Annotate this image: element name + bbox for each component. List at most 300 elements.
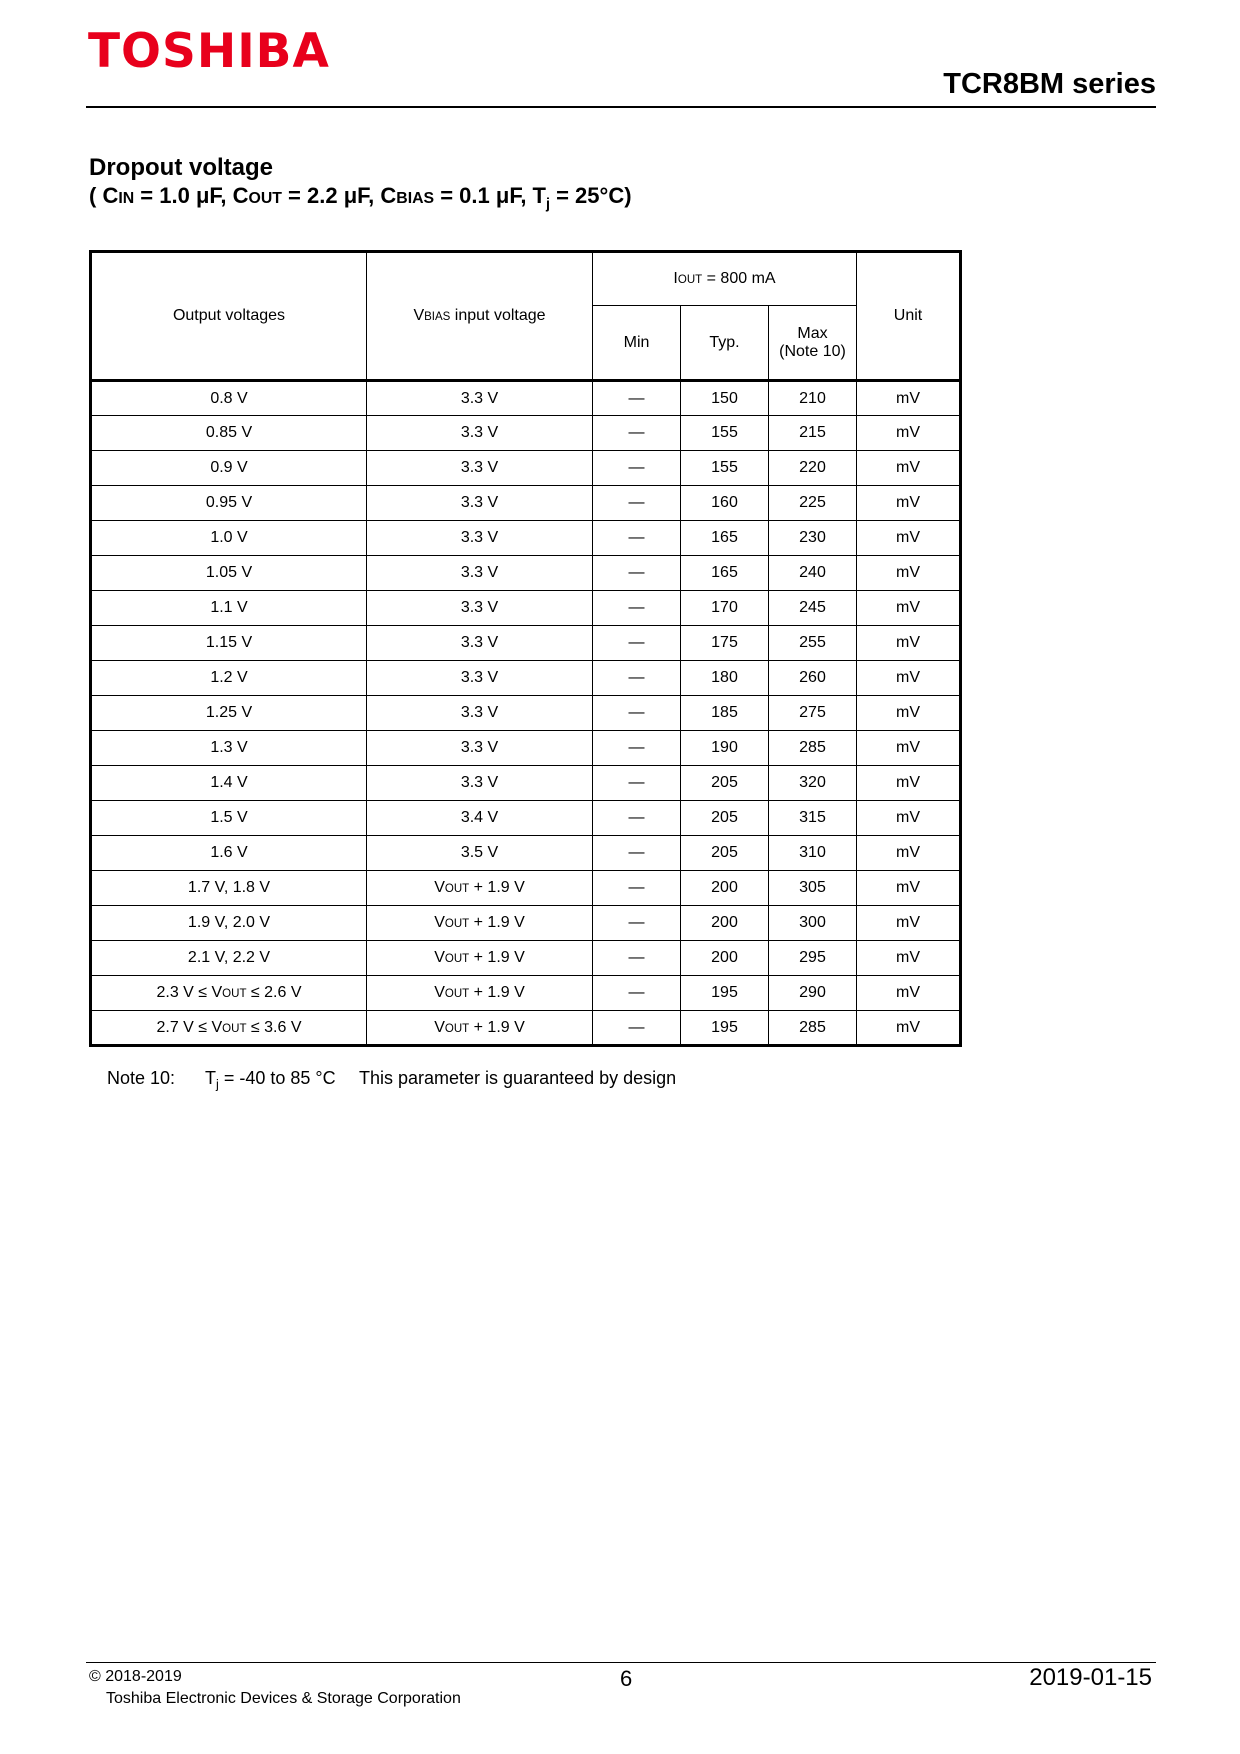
unit-text: mV — [896, 669, 920, 686]
output-voltage-sub: OUT — [222, 988, 247, 1000]
min-text: — — [628, 949, 645, 966]
cell-max — [769, 906, 857, 941]
output-voltage-text: 1.25 V — [205, 704, 253, 721]
vbias-text: 3.3 V — [460, 739, 499, 756]
cell-output-voltage — [91, 556, 367, 591]
header-output-voltages: Output voltages — [91, 252, 367, 381]
cell-vbias — [367, 731, 593, 766]
cell-output-voltage — [91, 521, 367, 556]
header-unit: Unit — [857, 252, 961, 381]
cell-output-voltage — [91, 731, 367, 766]
note-condition — [205, 1068, 359, 1092]
cell-min — [593, 626, 681, 661]
cond-cbias-val: = 0.1 μF, T — [434, 183, 546, 208]
cell-vbias — [367, 696, 593, 731]
vbias-rest: + 1.9 V — [469, 914, 525, 931]
max-text: 225 — [799, 494, 826, 511]
unit-text: mV — [896, 879, 920, 896]
vbias-sub: OUT — [444, 918, 470, 930]
max-text: 210 — [799, 389, 826, 407]
max-text: 305 — [799, 879, 826, 896]
typ-text: 170 — [711, 599, 738, 616]
cell-output-voltage — [91, 381, 367, 416]
cell-output-voltage — [91, 941, 367, 976]
header-vbias — [367, 252, 593, 381]
typ-text: 200 — [711, 914, 738, 931]
cell-output-voltage — [91, 486, 367, 521]
unit-text: mV — [896, 459, 920, 476]
min-text: — — [628, 669, 645, 686]
max-text: 285 — [799, 1018, 826, 1036]
unit-text: mV — [896, 739, 920, 756]
vbias-v: V — [434, 879, 445, 896]
cell-max — [769, 801, 857, 836]
table-row — [91, 906, 961, 941]
cell-vbias — [367, 1011, 593, 1046]
cell-unit — [857, 976, 961, 1011]
header-max — [769, 306, 857, 381]
cell-vbias — [367, 906, 593, 941]
max-text: 255 — [799, 634, 826, 651]
vbias-rest: + 1.9 V — [469, 1018, 525, 1036]
typ-text: 190 — [711, 739, 738, 756]
min-text: — — [628, 494, 645, 511]
typ-text: 150 — [711, 389, 738, 407]
max-text: 315 — [799, 809, 826, 826]
table-row — [91, 801, 961, 836]
output-voltage-text: 1.4 V — [210, 774, 248, 791]
header-typ: Typ. — [681, 306, 769, 381]
cell-typ — [681, 661, 769, 696]
min-text: — — [628, 809, 645, 826]
table-row — [91, 381, 961, 416]
vbias-text: 3.3 V — [460, 774, 499, 791]
cell-typ — [681, 766, 769, 801]
typ-text: 195 — [711, 1018, 738, 1036]
cell-min — [593, 836, 681, 871]
typ-text: 175 — [711, 634, 738, 651]
vbias-text: 3.3 V — [460, 564, 499, 581]
min-text: — — [628, 599, 645, 616]
max-text: 260 — [799, 669, 826, 686]
cell-output-voltage — [91, 451, 367, 486]
footer-divider — [86, 1662, 1156, 1663]
cell-max — [769, 521, 857, 556]
cell-max — [769, 381, 857, 416]
min-text: — — [628, 459, 645, 476]
output-voltage-text: 0.8 V — [210, 389, 248, 407]
output-voltage-text: 1.6 V — [210, 844, 248, 861]
note-cond-sub: j — [216, 1077, 219, 1092]
note-text: This parameter is guaranteed by design — [359, 1068, 677, 1088]
cond-cout-val: = 2.2 μF, C — [281, 183, 397, 208]
header-vbias-main: V — [413, 307, 425, 324]
min-text: — — [628, 984, 645, 1001]
typ-text: 205 — [711, 844, 738, 861]
cell-max — [769, 1011, 857, 1046]
unit-text: mV — [896, 529, 920, 546]
max-text: 215 — [799, 424, 826, 441]
max-text: 230 — [799, 529, 826, 546]
cell-vbias — [367, 451, 593, 486]
typ-text: 200 — [711, 879, 738, 896]
typ-text: 200 — [711, 949, 738, 966]
typ-text: 180 — [711, 669, 738, 686]
output-voltage-text: 1.0 V — [210, 529, 248, 546]
vbias-v: V — [434, 914, 445, 931]
cell-vbias — [367, 941, 593, 976]
vbias-sub: OUT — [444, 883, 470, 895]
cond-cbias-sub: BIAS — [396, 190, 435, 207]
note-label: Note 10: — [107, 1068, 176, 1088]
cell-typ — [681, 416, 769, 451]
cell-vbias — [367, 626, 593, 661]
cond-cin-val: = 1.0 μF, C — [134, 183, 249, 208]
table-row — [91, 556, 961, 591]
vbias-rest: + 1.9 V — [469, 879, 525, 896]
output-voltage-post: ≤ 3.6 V — [246, 1018, 302, 1036]
table-row — [91, 486, 961, 521]
cell-typ — [681, 626, 769, 661]
output-voltage-post: ≤ 2.6 V — [246, 984, 302, 1001]
cond-tj-val: = 25°C) — [549, 183, 632, 208]
cell-max — [769, 591, 857, 626]
cell-max — [769, 766, 857, 801]
cell-typ — [681, 871, 769, 906]
max-text: 240 — [799, 564, 826, 581]
cell-max — [769, 486, 857, 521]
footer-company: Toshiba Electronic Devices & Storage Corporation — [106, 1689, 461, 1707]
output-voltage-sub: OUT — [222, 1022, 247, 1035]
cell-unit — [857, 906, 961, 941]
cell-typ — [681, 486, 769, 521]
cell-unit — [857, 801, 961, 836]
cell-max — [769, 626, 857, 661]
vbias-text: 3.3 V — [460, 529, 499, 546]
cell-min — [593, 661, 681, 696]
cell-max — [769, 556, 857, 591]
section-title: Dropout voltage — [89, 154, 273, 181]
header-max-line2: (Note 10) — [779, 342, 846, 360]
cell-vbias — [367, 976, 593, 1011]
note-cond-post: = -40 to 85 °C — [218, 1068, 336, 1088]
unit-text: mV — [896, 949, 920, 966]
cell-vbias — [367, 556, 593, 591]
min-text: — — [628, 1018, 645, 1036]
unit-text: mV — [896, 599, 920, 616]
cell-unit — [857, 731, 961, 766]
output-voltage-text: 1.9 V, 2.0 V — [187, 914, 271, 931]
cell-output-voltage — [91, 626, 367, 661]
unit-text: mV — [896, 424, 920, 441]
vbias-text: 3.3 V — [460, 599, 499, 616]
unit-text: mV — [896, 634, 920, 651]
typ-text: 195 — [711, 984, 738, 1001]
min-text: — — [628, 564, 645, 581]
vbias-sub: OUT — [444, 988, 470, 1000]
cell-vbias — [367, 801, 593, 836]
table-body — [91, 381, 961, 1046]
min-text: — — [628, 529, 645, 546]
output-voltage-text: 1.5 V — [210, 809, 248, 826]
table-row — [91, 696, 961, 731]
max-text: 285 — [799, 739, 826, 756]
table-row — [91, 766, 961, 801]
cell-typ — [681, 906, 769, 941]
cond-tj-sub: j — [546, 196, 550, 213]
table-row — [91, 626, 961, 661]
header-max-line1: Max — [797, 324, 828, 342]
cell-min — [593, 801, 681, 836]
cell-typ — [681, 696, 769, 731]
min-text: — — [628, 389, 645, 407]
max-text: 320 — [799, 774, 826, 791]
typ-text: 155 — [711, 459, 738, 476]
min-text: — — [628, 634, 645, 651]
vbias-text: 3.3 V — [460, 424, 499, 441]
table-row — [91, 836, 961, 871]
table-row — [91, 661, 961, 696]
unit-text: mV — [896, 494, 920, 511]
cell-max — [769, 696, 857, 731]
cell-min — [593, 696, 681, 731]
cell-min — [593, 941, 681, 976]
cell-typ — [681, 451, 769, 486]
cell-unit — [857, 836, 961, 871]
max-text: 295 — [799, 949, 826, 966]
cell-typ — [681, 731, 769, 766]
cell-vbias — [367, 766, 593, 801]
cell-typ — [681, 976, 769, 1011]
cell-typ — [681, 556, 769, 591]
cell-unit — [857, 591, 961, 626]
cell-vbias — [367, 486, 593, 521]
vbias-rest: + 1.9 V — [469, 949, 525, 966]
output-voltage-text: 1.1 V — [210, 599, 248, 616]
series-title: TCR8BM series — [943, 68, 1156, 100]
unit-text: mV — [896, 704, 920, 721]
cell-min — [593, 416, 681, 451]
header-iout — [593, 252, 857, 306]
cell-min — [593, 731, 681, 766]
header-vbias-rest: input voltage — [450, 307, 546, 324]
cell-min — [593, 521, 681, 556]
cell-output-voltage — [91, 801, 367, 836]
header-vbias-sub: BIAS — [424, 311, 451, 323]
toshiba-logo: TOSHIBA — [88, 24, 330, 79]
cell-min — [593, 871, 681, 906]
min-text: — — [628, 424, 645, 441]
header-iout-sub: OUT — [677, 274, 703, 286]
vbias-text: 3.3 V — [460, 634, 499, 651]
cell-output-voltage — [91, 766, 367, 801]
cell-max — [769, 941, 857, 976]
output-voltage-pre: 2.7 V ≤ V — [156, 1018, 223, 1036]
output-voltage-text: 1.2 V — [210, 669, 248, 686]
unit-text: mV — [896, 984, 920, 1001]
max-text: 300 — [799, 914, 826, 931]
output-voltage-text: 0.85 V — [205, 424, 253, 441]
max-text: 245 — [799, 599, 826, 616]
cell-typ — [681, 591, 769, 626]
cell-output-voltage — [91, 836, 367, 871]
cell-unit — [857, 416, 961, 451]
max-text: 310 — [799, 844, 826, 861]
cell-min — [593, 451, 681, 486]
vbias-v: V — [434, 949, 445, 966]
vbias-text: 3.3 V — [460, 494, 499, 511]
cell-vbias — [367, 661, 593, 696]
cell-max — [769, 836, 857, 871]
vbias-text: 3.3 V — [460, 669, 499, 686]
vbias-text: 3.5 V — [460, 844, 499, 861]
cell-min — [593, 766, 681, 801]
cell-typ — [681, 801, 769, 836]
table-row — [91, 941, 961, 976]
header-iout-rest: = 800 mA — [702, 270, 776, 287]
cell-min — [593, 591, 681, 626]
max-text: 275 — [799, 704, 826, 721]
unit-text: mV — [896, 1018, 920, 1036]
cell-unit — [857, 451, 961, 486]
note-cond-pre: T — [205, 1068, 216, 1088]
cell-unit — [857, 521, 961, 556]
vbias-v: V — [434, 984, 445, 1001]
min-text: — — [628, 879, 645, 896]
cell-unit — [857, 556, 961, 591]
min-text: — — [628, 774, 645, 791]
cell-typ — [681, 381, 769, 416]
cell-vbias — [367, 591, 593, 626]
cell-typ — [681, 1011, 769, 1046]
cell-vbias — [367, 381, 593, 416]
output-voltage-text: 1.15 V — [205, 634, 253, 651]
vbias-sub: OUT — [444, 953, 470, 965]
table-row — [91, 1011, 961, 1046]
cell-max — [769, 976, 857, 1011]
max-text: 290 — [799, 984, 826, 1001]
cell-unit — [857, 486, 961, 521]
table-row — [91, 976, 961, 1011]
vbias-text: 3.3 V — [460, 704, 499, 721]
vbias-text: 3.3 V — [460, 389, 499, 407]
footer-copyright-block — [89, 1666, 461, 1709]
cell-max — [769, 416, 857, 451]
cell-vbias — [367, 416, 593, 451]
output-voltage-pre: 2.3 V ≤ V — [156, 984, 223, 1001]
test-conditions — [89, 185, 632, 212]
cell-output-voltage — [91, 591, 367, 626]
cell-unit — [857, 381, 961, 416]
vbias-rest: + 1.9 V — [469, 984, 525, 1001]
vbias-text: 3.4 V — [460, 809, 499, 826]
page-number: 6 — [620, 1666, 633, 1691]
cell-output-voltage — [91, 976, 367, 1011]
cell-output-voltage — [91, 906, 367, 941]
output-voltage-text: 2.1 V, 2.2 V — [187, 949, 271, 966]
cell-min — [593, 976, 681, 1011]
min-text: — — [628, 844, 645, 861]
unit-text: mV — [896, 809, 920, 826]
vbias-sub: OUT — [444, 1022, 470, 1035]
cell-max — [769, 661, 857, 696]
vbias-v: V — [434, 1018, 445, 1036]
table-row — [91, 731, 961, 766]
output-voltage-text: 1.3 V — [210, 739, 248, 756]
cell-unit — [857, 766, 961, 801]
cell-output-voltage — [91, 871, 367, 906]
cond-cin-sub: IN — [118, 190, 135, 207]
min-text: — — [628, 704, 645, 721]
unit-text: mV — [896, 564, 920, 581]
typ-text: 160 — [711, 494, 738, 511]
typ-text: 185 — [711, 704, 738, 721]
typ-text: 205 — [711, 809, 738, 826]
output-voltage-text: 1.7 V, 1.8 V — [187, 879, 271, 896]
cell-unit — [857, 871, 961, 906]
min-text: — — [628, 739, 645, 756]
cell-min — [593, 906, 681, 941]
max-text: 220 — [799, 459, 826, 476]
typ-text: 205 — [711, 774, 738, 791]
cell-min — [593, 1011, 681, 1046]
footer-copyright: © 2018-2019 — [89, 1668, 182, 1685]
cell-unit — [857, 696, 961, 731]
typ-text: 155 — [711, 424, 738, 441]
header-iout-main: I — [673, 270, 678, 287]
unit-text: mV — [896, 389, 920, 407]
cell-output-voltage — [91, 661, 367, 696]
header-divider — [86, 106, 1156, 108]
cell-unit — [857, 626, 961, 661]
document-date: 2019-01-15 — [1029, 1664, 1152, 1691]
cell-min — [593, 486, 681, 521]
table-row — [91, 451, 961, 486]
typ-text: 165 — [711, 564, 738, 581]
table-row — [91, 416, 961, 451]
output-voltage-text: 0.9 V — [210, 459, 248, 476]
output-voltage-text: 1.05 V — [205, 564, 253, 581]
cell-unit — [857, 1011, 961, 1046]
output-voltage-text: 0.95 V — [205, 494, 253, 511]
cell-vbias — [367, 836, 593, 871]
cell-output-voltage — [91, 1011, 367, 1046]
table-row — [91, 521, 961, 556]
dropout-voltage-table — [89, 250, 962, 1047]
dropout-table-wrapper — [89, 250, 962, 1047]
vbias-text: 3.3 V — [460, 459, 499, 476]
cell-typ — [681, 941, 769, 976]
min-text: — — [628, 914, 645, 931]
table-row — [91, 591, 961, 626]
cell-max — [769, 731, 857, 766]
unit-text: mV — [896, 774, 920, 791]
cell-typ — [681, 836, 769, 871]
cell-vbias — [367, 521, 593, 556]
cond-cout-sub: OUT — [248, 190, 282, 207]
cond-open: ( C — [89, 183, 119, 208]
note-10 — [107, 1068, 676, 1092]
unit-text: mV — [896, 844, 920, 861]
cell-max — [769, 451, 857, 486]
cell-output-voltage — [91, 416, 367, 451]
cell-unit — [857, 661, 961, 696]
typ-text: 165 — [711, 529, 738, 546]
unit-text: mV — [896, 914, 920, 931]
cell-output-voltage — [91, 696, 367, 731]
cell-min — [593, 381, 681, 416]
cell-max — [769, 871, 857, 906]
